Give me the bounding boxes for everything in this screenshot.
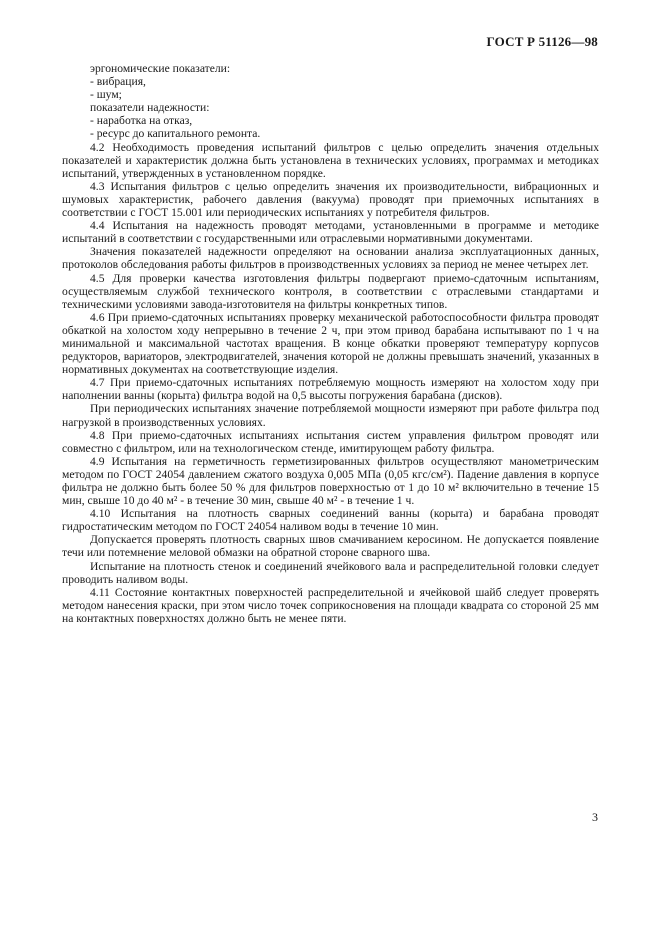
paragraph-4-10: 4.10 Испытания на плотность сварных соединений ванны (корыта) и барабана проводят гидростатическим методом по ГОСТ 24054 наливом воды в течение 10 мин. [62,507,599,534]
list-line: - вибрация, [90,75,146,89]
page-number: 3 [592,810,598,824]
list-line: эргономические показатели: [90,62,231,75]
paragraph-4-10-note-2: Испытание на плотность стенок и соединений ячейкового вала и распределительной головки следует проводить наливом воды. [62,559,599,586]
paragraph-4-5: 4.5 Для проверки качества изготовления фильтры подвергают приемо-сдаточным испытаниям, осуществляемым службой технического контроля, в соответствии с отраслевыми стандартами и техническими условиями завода-изготовителя на фильтры конкретных типов. [62,271,599,311]
list-line: - ресурс до капитального ремонта. [90,127,261,141]
paragraph-4-6: 4.6 При приемо-сдаточных испытаниях проверку механической работоспособности фильтра проводят обкаткой на холостом ходу непрерывно в течение 2 ч, при этом привод барабана испытывают по 1 ч на минимальной и максимальной частотах вращения. В конце обкатки проверяют температуру корпусов редукторов, вариаторов, электродвигателей, значения которой не должны превышать значений, указанных в нормативных документах на соответствующие изделия. [62,310,599,377]
paragraph-4-8: 4.8 При приемо-сдаточных испытаниях испытания систем управления фильтром проводят или совместно с фильтром, или на технологическом стенде, имитирующем работу фильтра. [62,428,599,455]
document-body [62,62,599,625]
list-line: показатели надежности: [90,101,210,115]
paragraph-4-9: 4.9 Испытания на герметичность герметизированных фильтров осуществляют манометрическим методом по ГОСТ 24054 давлением сжатого воздуха 0,005 МПа (0,05 кгс/см²). Падение давления в корпусе фильтра не должно быть более 50 % для фильтров поверхностью от 1 до 10 м² включительно в течение 15 мин, свыше 10 до 40 м² - в течение 30 мин, свыше 40 м² - в течение 1 ч. [62,454,599,508]
paragraph-4-11: 4.11 Состояние контактных поверхностей распределительной и ячейковой шайб следует проверять методом нанесения краски, при этом число точек соприкосновения на площади квадрата со стороной 25 мм на контактных поверхностях должно быть не менее пяти. [62,585,599,625]
document-id-header: ГОСТ Р 51126—98 [486,34,598,49]
paragraph-4-4-note: Значения показателей надежности определяют на основании анализа эксплуатационных данных, протоколов обследования работы фильтров в производственных условиях за период не менее четырех лет. [62,245,599,272]
paragraph-4-4: 4.4 Испытания на надежность проводят методами, установленными в программе и методике испытаний в соответствии с государственными или отраслевыми нормативными документами. [62,219,599,246]
paragraph-4-7: 4.7 При приемо-сдаточных испытаниях потребляемую мощность измеряют на холостом ходу при наполнении ванны (корыта) фильтра водой на 0,5 высоты погружения барабана (дисков). [62,376,599,403]
paragraph-4-2: 4.2 Необходимость проведения испытаний фильтров с целью определить значения отдельных показателей и характеристик должна быть установлена в технических условиях, программах и методиках испытаний, утвержденных в установленном порядке. [62,140,599,180]
paragraph-4-3: 4.3 Испытания фильтров с целью определить значения их производительности, вибрационных и шумовых характеристик, рабочего давления (вакуума) проводят при приемочных испытаниях в соответствии с ГОСТ 15.001 или периодических испытаниях у потребителя фильтров. [62,179,599,220]
list-line: - шум; [90,88,122,102]
paragraph-4-10-note: Допускается проверять плотность сварных швов смачиванием керосином. Не допускается появление течи или потемнение меловой обмазки на обратной стороне сварного шва. [62,533,599,560]
paragraph-4-7-note: При периодических испытаниях значение потребляемой мощности измеряют при работе фильтра под нагрузкой в производственных условиях. [62,402,599,429]
list-line: - наработка на отказ, [90,114,193,128]
